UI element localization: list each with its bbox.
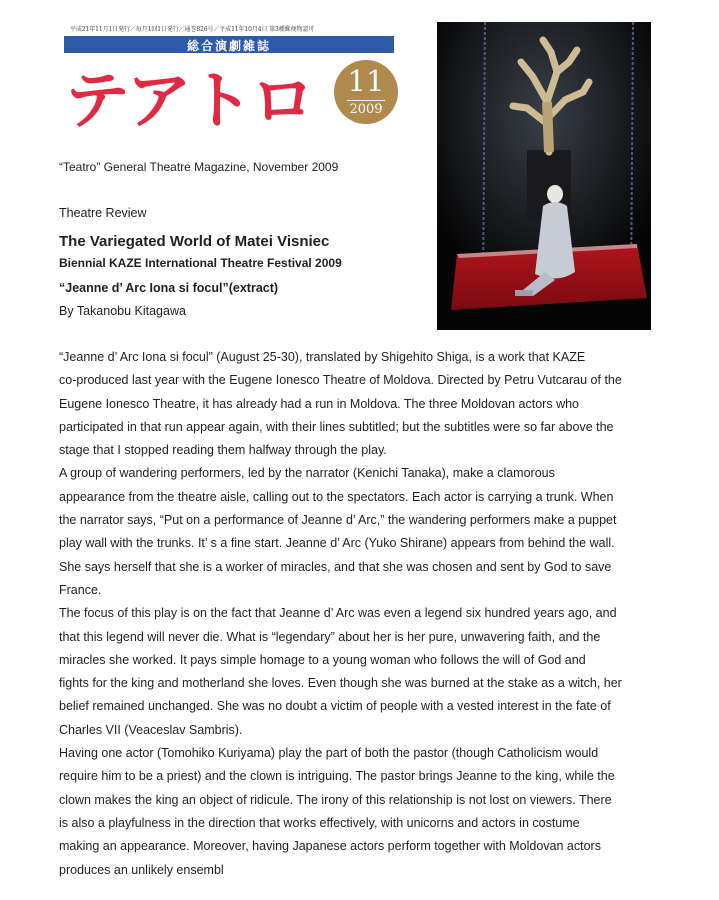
magazine-logo-text: テアトロ [64,64,312,138]
section-label: Theatre Review [59,206,147,220]
issue-month: 11 [347,64,385,98]
magazine-masthead [64,24,396,138]
issue-divider [347,100,385,101]
magazine-logo [64,58,330,138]
body-line: that this legend will never die. What is “legendary” about her is her pure, unwavering faith, and the [59,629,601,644]
stage-photo [437,22,651,330]
play-title: “Jeanne d’ Arc Iona si focul”(extract) [59,281,279,295]
publication-info: 平成21年11月1日発行／毎月1回1日発行／通巻826号／平成11年10月4日 第3種郵便物認可 [70,26,315,33]
article-title: The Variegated World of Matei Visniec [59,233,330,250]
body-line: Having one actor (Tomohiko Kuriyama) play the part of both the pastor (though Catholicism would [59,746,599,761]
body-line: Charles VII (Veaceslav Sambris). [59,722,243,737]
body-line: fights for the king and motherland she loves. Even though she was burned at the stake as a witch, her [59,676,622,691]
magazine-banner-text: 総合演劇雑誌 [186,39,271,53]
body-line: require him to be a priest) and the clown is intriguing. The pastor brings Jeanne to the king, while the [59,769,615,784]
byline: By Takanobu Kitagawa [59,304,186,318]
body-line: co-produced last year with the Eugene Ionesco Theatre of Moldova. Directed by Petru Vutcarau of the [59,373,622,388]
body-line: appearance from the theatre aisle, calling out to the spectators. Each actor is carrying a trunk. When [59,489,614,504]
body-line: A group of wandering performers, led by the narrator (Kenichi Tanaka), make a clamorous [59,466,555,481]
body-line: France. [59,582,102,597]
body-line: miracles she worked. It pays simple homage to a young woman who follows the will of God and [59,652,586,667]
body-line: She says herself that she is a worker of miracles, and that she was chosen and sent by God to save [59,559,612,574]
body-line: produces an unlikely ensembl [59,862,224,877]
stage-photo-illustration [437,22,651,330]
body-line: The focus of this play is on the fact that Jeanne d’ Arc was even a legend six hundred years ago, and [59,606,617,621]
body-line: clown makes the king an object of ridicule. The irony of this relationship is not lost on viewers. There [59,792,612,807]
body-line: the narrator says, “Put on a performance of Jeanne d’ Arc,” the wandering performers make a puppet [59,513,617,528]
article-subtitle: Biennial KAZE International Theatre Festival 2009 [59,256,342,270]
body-line: play wall with the trunks. It’ s a fine start. Jeanne d’ Arc (Yuko Shirane) appears from behind the wall. [59,536,615,551]
body-line: stage that I stopped reading them halfway through the play. [59,443,387,458]
issue-badge [334,60,398,124]
source-line: “Teatro” General Theatre Magazine, November 2009 [59,160,339,174]
body-line: “Jeanne d’ Arc Iona si focul” (August 25-30), translated by Shigehito Shiga, is a work that KAZE [59,350,586,364]
body-line: is also a playfulness in the direction that works effectively, with unicorns and actors in costume [59,815,580,830]
article-body [59,346,669,882]
body-line: belief remained unchanged. She was no doubt a victim of people with a vested interest in the fate of [59,699,611,714]
issue-year: 2009 [349,102,383,117]
body-line: Eugene Ionesco Theatre, it has already had a run in Moldova. The three Moldovan actors who [59,396,579,411]
body-line: making an appearance. Moreover, having Japanese actors perform together with Moldovan actors [59,839,601,854]
body-line: participated in that run appear again, with their lines subtitled; but the subtitles were so far above the [59,419,614,434]
